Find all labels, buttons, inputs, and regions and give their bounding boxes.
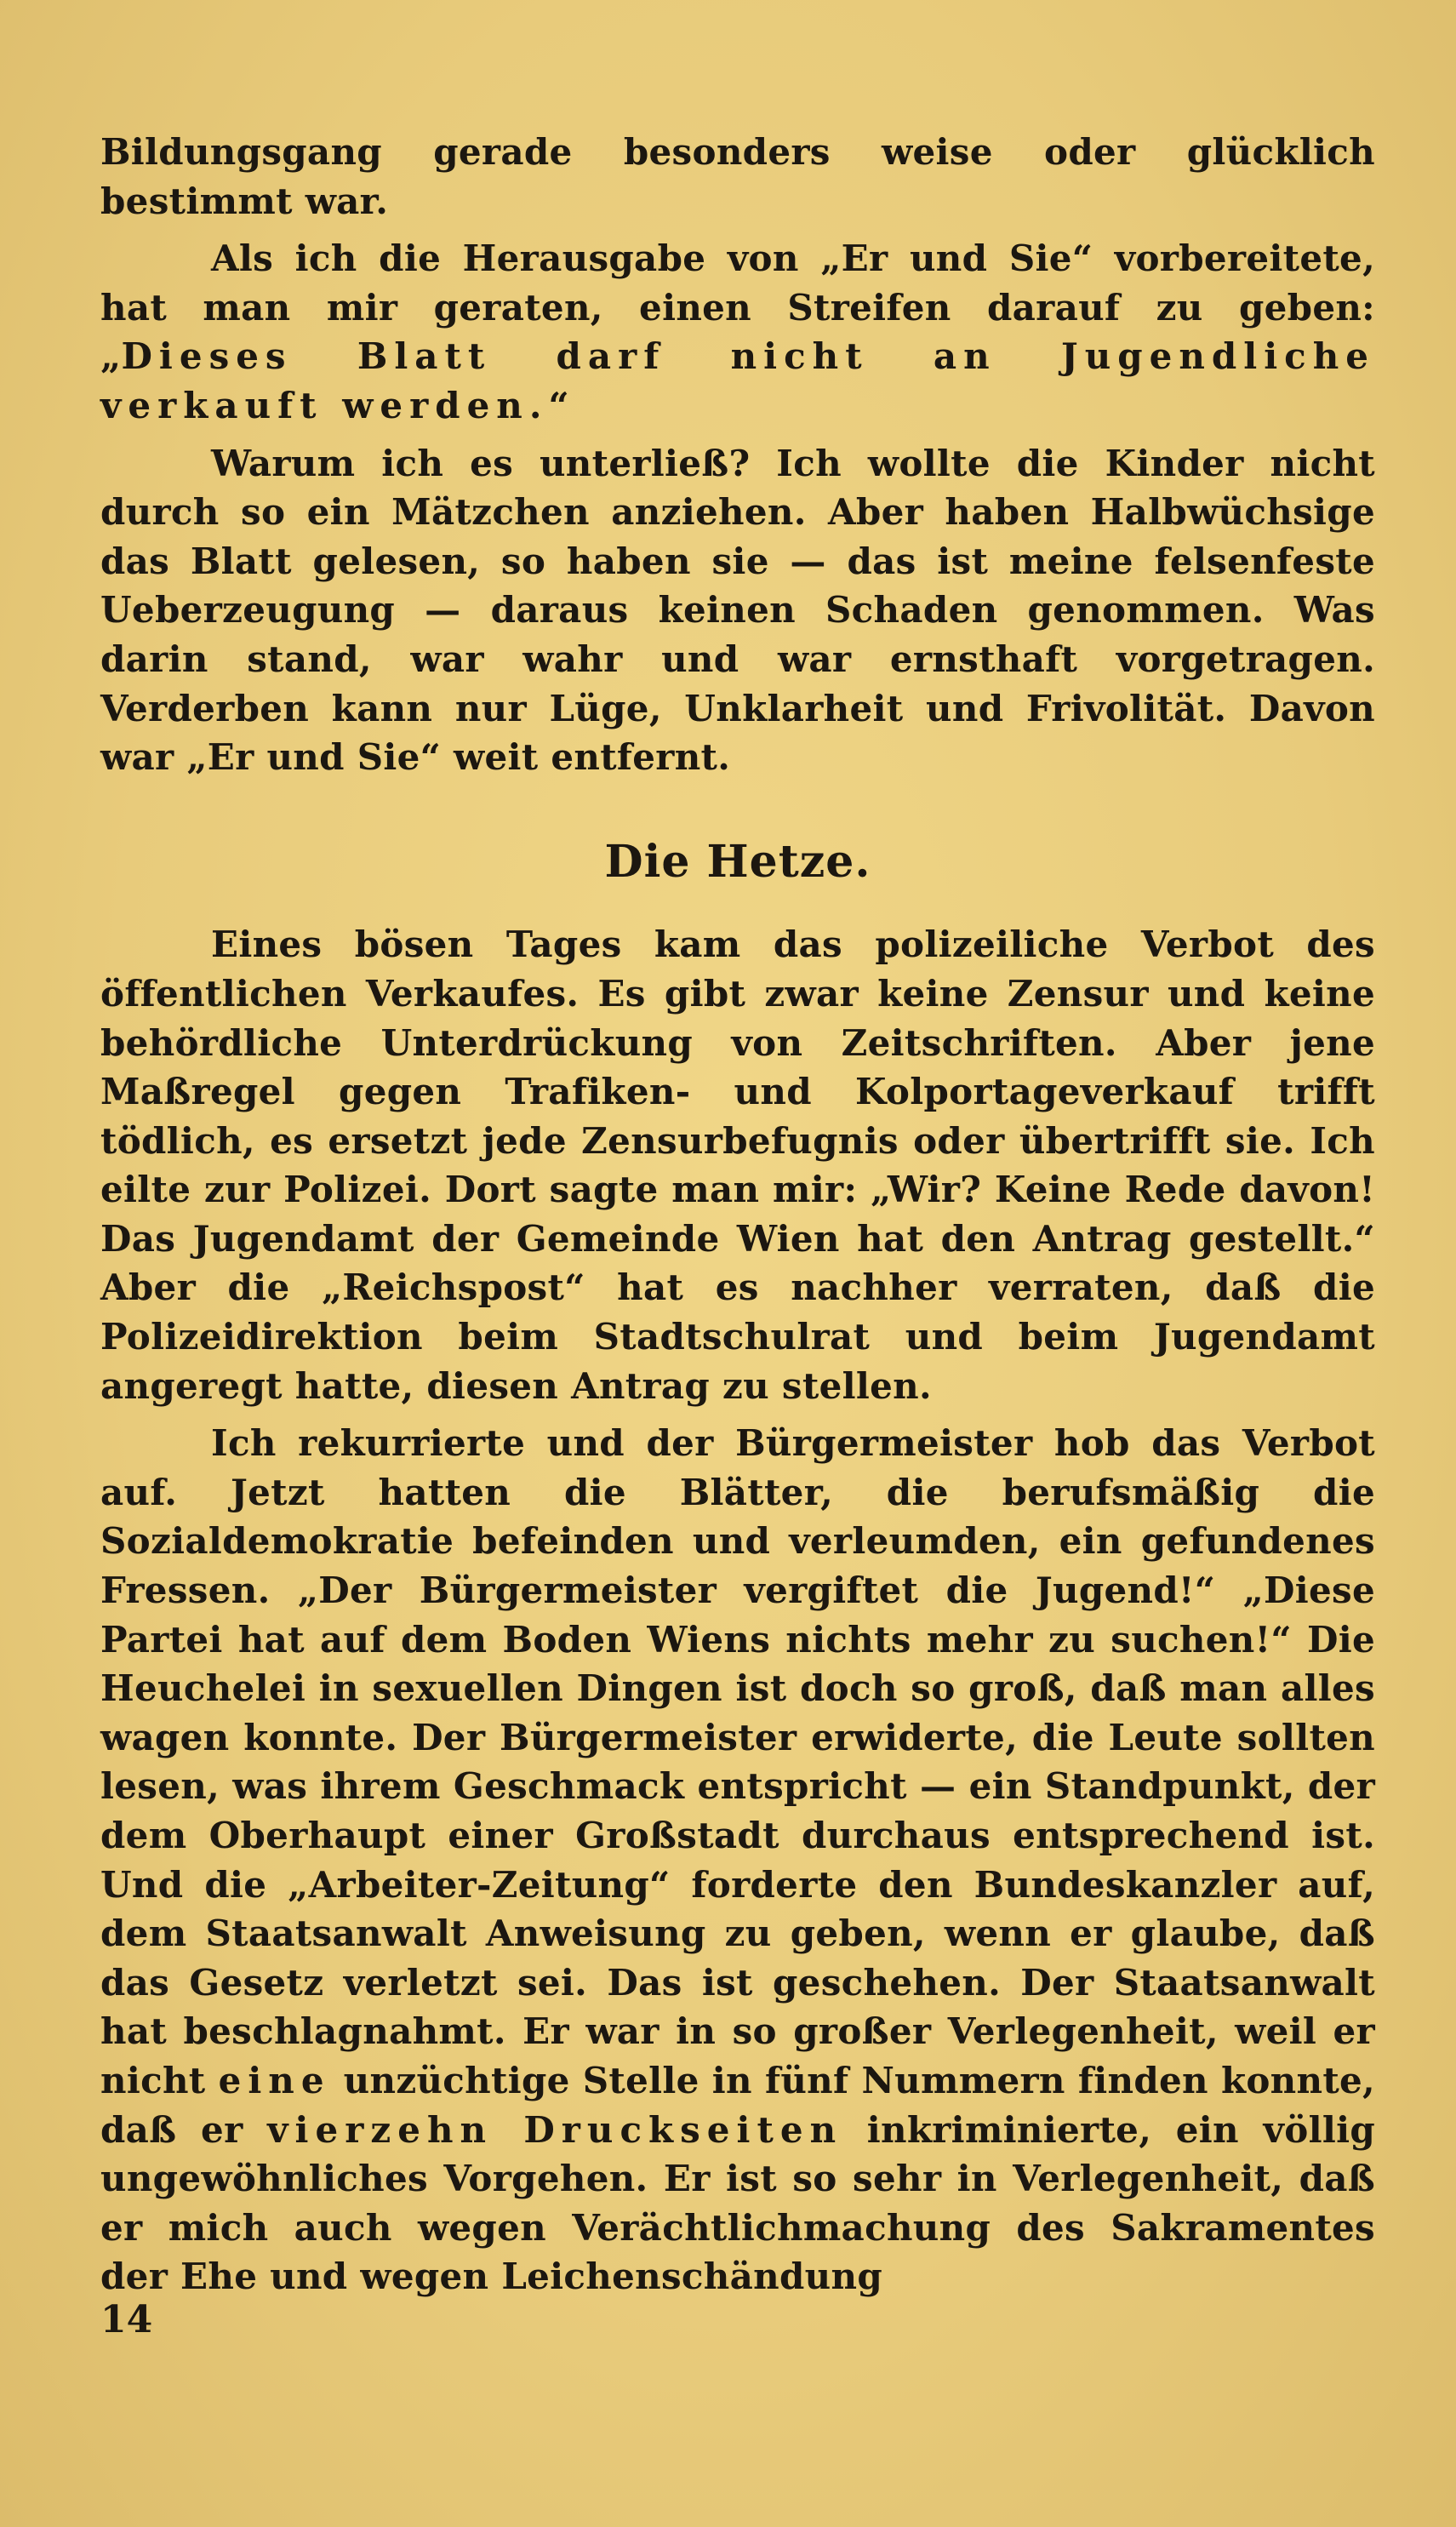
paragraph-continued	[100, 128, 1375, 226]
paragraph-text: inkriminierte, ein völlig ungewöhnliches Vorgehen. Er ist so sehr in Verlegenheit, daß er mich auch wegen Verächtlichmachung des Sakramentes der Ehe und wegen Leichenschändung	[100, 2108, 1375, 2298]
page-number: 14	[100, 2298, 153, 2341]
spaced-emphasis: Dieses Blatt darf nicht an Jugendliche verkauft werden.	[100, 335, 1375, 426]
section-heading: Die Hetze.	[604, 835, 871, 888]
closing-quote: “	[548, 384, 569, 426]
paragraph-text: Als ich die Herausgabe von „Er und Sie“ vorbereitete, hat man mir geraten, einen Streifen darauf zu geben: „	[100, 237, 1375, 378]
paragraph-text: Warum ich es unterließ? Ich wollte die Kinder nicht durch so ein Mätzchen anziehen. Aber haben Halbwüchsige das Blatt gelesen, so haben sie — das ist meine felsenfeste Ueberzeugung — daraus keinen Schaden genommen. Was darin stand, war wahr und war ernsthaft vorgetragen. Verderben kann nur Lüge, Unklarheit und Frivolität. Davon war „Er und Sie“ weit entfernt.	[100, 442, 1375, 779]
paragraph-text: Bildungsgang gerade besonders weise oder glücklich bestimmt war.	[100, 131, 1375, 222]
spaced-emphasis: eine	[218, 2059, 331, 2101]
text-column	[100, 128, 1375, 2301]
paragraph-reason	[100, 439, 1375, 782]
paragraph-publication	[100, 234, 1375, 430]
spaced-emphasis: vierzehn Druckseiten	[267, 2108, 843, 2151]
paragraph-ban	[100, 920, 1375, 1410]
paragraph-text: Eines bösen Tages kam das polizeiliche Verbot des öffentlichen Verkaufes. Es gibt zwar keine Zensur und keine behördliche Unterdrückung von Zeitschriften. Aber jene Maßregel gegen Trafiken- und Kolportageverkauf trifft tödlich, es ersetzt jede Zensurbefugnis oder übertrifft sie. Ich eilte zur Polizei. Dort sagte man mir: „Wir? Keine Rede davon! Das Jugendamt der Gemeinde Wien hat den Antrag gestellt.“ Aber die „Reichspost“ hat es nachher verraten, daß die Polizeidirektion beim Stadtschulrat und beim Jugendamt angeregt hatte, diesen Antrag zu stellen.	[100, 923, 1375, 1407]
paragraph-appeal	[100, 1419, 1375, 2301]
paragraph-text: Ich rekurrierte und der Bürgermeister hob das Verbot auf. Jetzt hatten die Blätter, die berufsmäßig die Sozialdemokratie befeinden und verleumden, ein gefundenes Fressen. „Der Bürgermeister vergiftet die Jugend!“ „Diese Partei hat auf dem Boden Wiens nichts mehr zu suchen!“ Die Heuchelei in sexuellen Dingen ist doch so groß, daß man alles wagen konnte. Der Bürgermeister erwiderte, die Leute sollten lesen, was ihrem Geschmack entspricht — ein Standpunkt, der dem Oberhaupt einer Großstadt durchaus entsprechend ist. Und die „Arbeiter-Zeitung“ forderte den Bundeskanzler auf, dem Staatsanwalt Anweisung zu geben, wenn er glaube, daß das Gesetz verletzt sei. Das ist geschehen. Der Staatsanwalt hat beschlagnahmt. Er war in so großer Verlegenheit, weil er nicht	[100, 1422, 1375, 2101]
paragraph-text: unzüchtige Stelle in fünf Nummern finden konnte, daß er	[100, 2059, 1375, 2151]
